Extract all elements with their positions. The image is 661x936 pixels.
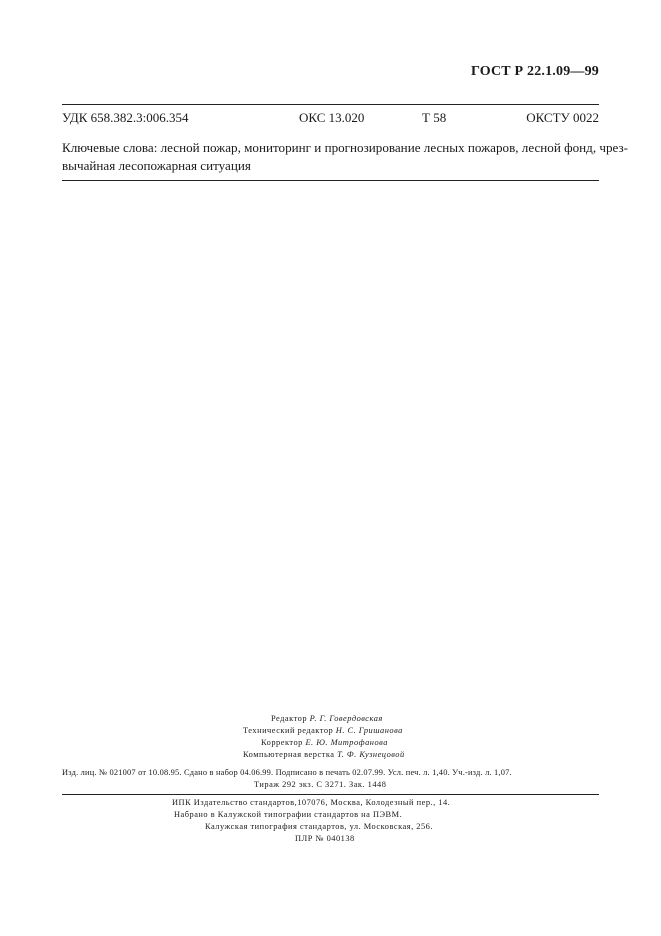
keywords-paragraph bbox=[62, 139, 629, 175]
oks-code: ОКС 13.020 bbox=[299, 110, 365, 125]
top-divider bbox=[62, 104, 599, 105]
udk-code: УДК 658.382.3:006.354 bbox=[62, 110, 189, 125]
classification-row bbox=[62, 110, 599, 128]
license-number: ПЛР № 040138 bbox=[295, 834, 355, 843]
t-code: Т 58 bbox=[422, 110, 447, 125]
credit-tech-editor bbox=[243, 725, 403, 737]
typeset-note: Набрано в Калужской типографии стандартов на ПЭВМ. bbox=[174, 810, 403, 819]
imprint-divider bbox=[62, 794, 599, 795]
standard-code: ГОСТ Р 22.1.09—99 bbox=[470, 64, 599, 79]
keywords-line: Ключевые слова: лесной пожар, мониторинг и прогнозирование лесных пожаров, лесной фонд, чрез- bbox=[62, 140, 629, 155]
credit-editor bbox=[271, 713, 383, 725]
keywords-divider bbox=[62, 180, 599, 181]
credit-layout bbox=[243, 749, 405, 761]
publication-details: Изд. лиц. № 021007 от 10.08.95. Сдано в набор 04.06.99. Подписано в печать 02.07.99. Усл. печ. л. 1,40. Уч.-изд. л. 1,07. bbox=[62, 768, 512, 777]
keywords-line: вычайная лесопожарная ситуация bbox=[62, 158, 251, 173]
credit-name: Т. Ф. Кузнецовой bbox=[337, 750, 405, 759]
credit-role: Технический редактор bbox=[243, 726, 334, 735]
printer-address: Калужская типография стандартов, ул. Московская, 256. bbox=[205, 822, 433, 831]
credit-role: Редактор bbox=[271, 714, 308, 723]
credit-role: Компьютерная верстка bbox=[243, 750, 335, 759]
credit-name: Е. Ю. Митрофанова bbox=[305, 738, 388, 747]
credit-proofreader bbox=[261, 737, 388, 749]
publisher-address: ИПК Издательство стандартов,107076, Москва, Колодезный пер., 14. bbox=[172, 798, 451, 807]
credit-name: Н. С. Гришанова bbox=[335, 726, 403, 735]
print-run-details: Тираж 292 экз. С 3271. Зак. 1448 bbox=[254, 780, 387, 789]
okstu-code: ОКСТУ 0022 bbox=[526, 110, 599, 125]
credit-role: Корректор bbox=[261, 738, 303, 747]
credit-name: Р. Г. Говердовская bbox=[309, 714, 383, 723]
